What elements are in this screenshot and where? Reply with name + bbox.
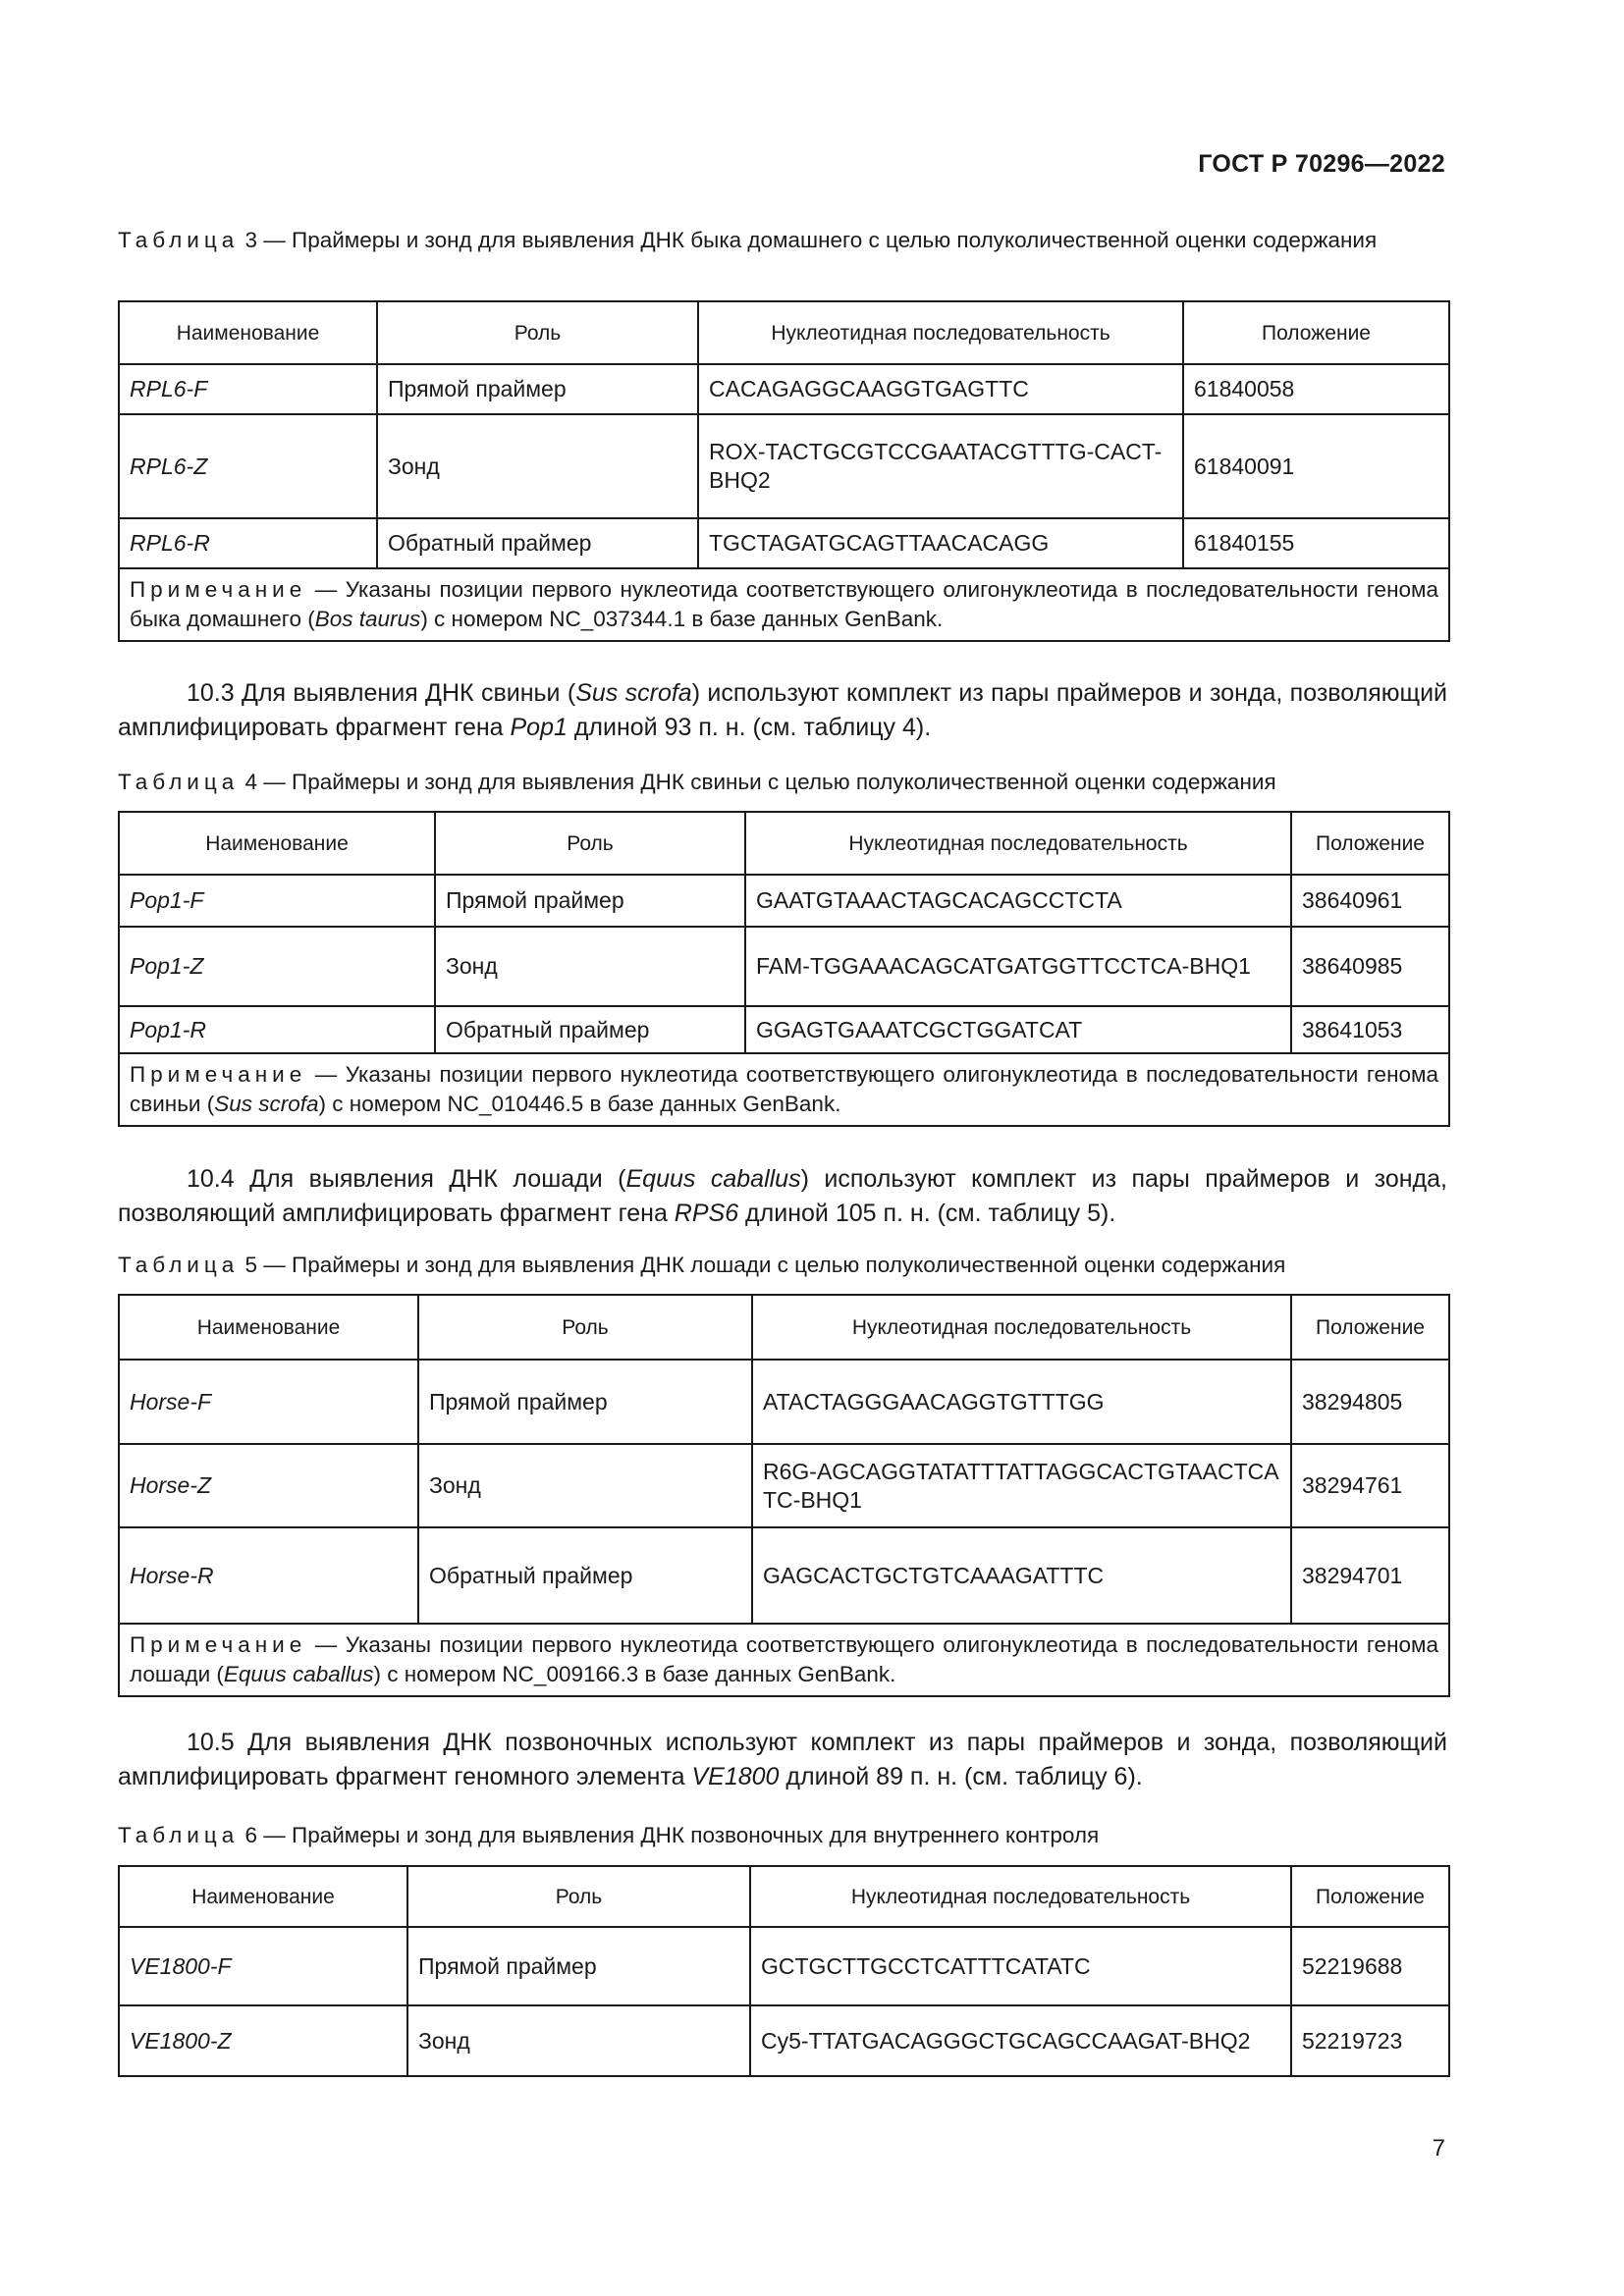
primer-role: Зонд	[407, 2005, 750, 2076]
column-header-sequence: Нуклеотидная последовательность	[752, 1295, 1291, 1360]
primer-position: 38641053	[1291, 1006, 1449, 1053]
column-header-position: Положение	[1291, 1295, 1449, 1360]
primer-name: RPL6-F	[119, 364, 377, 414]
primer-sequence: R6G-AGCAGGTATATTTATTAGGCACTGTAACTCATC-BHQ1	[752, 1444, 1291, 1527]
table-5-caption-text: 5 — Праймеры и зонд для выявления ДНК лошади с целью полуколичественной оценки содержания	[244, 1253, 1286, 1277]
table-3-caption	[118, 226, 1447, 255]
primer-role: Прямой праймер	[407, 1927, 750, 2005]
note-text-end: ) с номером NC_009166.3 в базе данных GenBank.	[373, 1662, 896, 1686]
note-label: Примечание	[130, 1062, 307, 1087]
primer-position: 52219723	[1291, 2005, 1449, 2076]
primer-sequence: TGCTAGATGCAGTTAACACAGG	[698, 518, 1183, 568]
paragraph-text: длиной 93 п. н. (см. таблицу 4).	[567, 714, 932, 741]
page-number: 7	[1432, 2135, 1445, 2162]
primer-name: VE1800-F	[119, 1927, 407, 2005]
table-4	[118, 811, 1450, 1127]
paragraph-text: длиной 105 п. н. (см. таблицу 5).	[738, 1200, 1116, 1227]
primer-name: Pop1-F	[119, 875, 435, 927]
table-6-caption-text: 6 — Праймеры и зонд для выявления ДНК позвоночных для внутреннего контроля	[244, 1823, 1100, 1847]
table-note	[119, 1624, 1449, 1696]
note-label: Примечание	[130, 577, 307, 602]
primer-sequence: Cy5-TTATGACAGGGCTGCAGCCAAGAT-BHQ2	[750, 2005, 1291, 2076]
primer-sequence: ATACTAGGGAACAGGTGTTTGG	[752, 1360, 1291, 1444]
primer-sequence: FAM-TGGAAACAGCATGATGGTTCCTCA-BHQ1	[745, 927, 1291, 1006]
note-text: — Указаны позиции первого нуклеотида соответствующего олигонуклеотида в последовательности генома быка домашнего (	[130, 577, 1438, 631]
paragraph-italic: VE1800	[691, 1763, 780, 1790]
table-note-row	[119, 1053, 1449, 1126]
paragraph-10-3	[118, 676, 1447, 745]
primer-position: 38294701	[1291, 1527, 1449, 1624]
paragraph-text: ) используют комплект из пары праймеров и зонда, позволяющий амплифицировать фрагмент гена	[118, 679, 1448, 741]
column-header-sequence: Нуклеотидная последовательность	[745, 812, 1291, 875]
primer-position: 61840155	[1183, 518, 1449, 568]
column-header-name: Наименование	[119, 1295, 418, 1360]
table-6-caption-label: Таблица	[118, 1823, 240, 1847]
column-header-name: Наименование	[119, 301, 377, 364]
primer-sequence: GCTGCTTGCCTCATTTCATATC	[750, 1927, 1291, 2005]
primer-role: Прямой праймер	[418, 1360, 752, 1444]
primer-name: Pop1-R	[119, 1006, 435, 1053]
paragraph-10-5	[118, 1726, 1447, 1794]
paragraph-text: 10.4 Для выявления ДНК лошади (	[187, 1165, 626, 1193]
primer-position: 61840091	[1183, 414, 1449, 518]
primer-name: Horse-F	[119, 1360, 418, 1444]
note-label: Примечание	[130, 1632, 307, 1657]
paragraph-italic: Pop1	[510, 714, 568, 741]
table-row	[119, 414, 1449, 518]
paragraph-italic: Equus caballus	[625, 1165, 801, 1193]
primer-role: Зонд	[435, 927, 745, 1006]
primer-role: Зонд	[377, 414, 698, 518]
table-note	[119, 1053, 1449, 1126]
column-header-role: Роль	[407, 1866, 750, 1927]
primer-position: 38294761	[1291, 1444, 1449, 1527]
primer-sequence: ROX-TACTGCGTCCGAATACGTTTG-CACT-BHQ2	[698, 414, 1183, 518]
column-header-position: Положение	[1291, 812, 1449, 875]
paragraph-italic: RPS6	[674, 1200, 739, 1227]
table-row	[119, 2005, 1449, 2076]
table-row	[119, 1527, 1449, 1624]
primer-role: Прямой праймер	[435, 875, 745, 927]
table-4-caption-label: Таблица	[118, 770, 240, 794]
table-6-caption	[118, 1821, 1447, 1850]
primer-role: Обратный праймер	[377, 518, 698, 568]
note-text: — Указаны позиции первого нуклеотида соответствующего олигонуклеотида в последовательности генома лошади (	[130, 1632, 1438, 1686]
table-row	[119, 875, 1449, 927]
table-4-caption	[118, 768, 1447, 797]
table-header-row	[119, 812, 1449, 875]
primer-role: Зонд	[418, 1444, 752, 1527]
primer-name: VE1800-Z	[119, 2005, 407, 2076]
document-header: ГОСТ Р 70296—2022	[1198, 150, 1445, 178]
primer-name: Pop1-Z	[119, 927, 435, 1006]
table-4-caption-text: 4 — Праймеры и зонд для выявления ДНК свиньи с целью полуколичественной оценки содержания	[244, 770, 1276, 794]
paragraph-text: длиной 89 п. н. (см. таблицу 6).	[779, 1763, 1143, 1790]
table-row	[119, 1927, 1449, 2005]
table-header-row	[119, 301, 1449, 364]
column-header-name: Наименование	[119, 812, 435, 875]
note-species: Bos taurus	[314, 607, 421, 631]
primer-name: Horse-R	[119, 1527, 418, 1624]
column-header-role: Роль	[435, 812, 745, 875]
primer-position: 38640961	[1291, 875, 1449, 927]
column-header-role: Роль	[377, 301, 698, 364]
primer-sequence: GAATGTAAACTAGCACAGCCTCTA	[745, 875, 1291, 927]
table-5-caption	[118, 1251, 1447, 1280]
column-header-role: Роль	[418, 1295, 752, 1360]
primer-position: 38294805	[1291, 1360, 1449, 1444]
primer-position: 61840058	[1183, 364, 1449, 414]
note-text: — Указаны позиции первого нуклеотида соответствующего олигонуклеотида в последовательности генома свиньи (	[130, 1062, 1438, 1116]
column-header-position: Положение	[1291, 1866, 1449, 1927]
table-3	[118, 300, 1450, 642]
table-header-row	[119, 1295, 1449, 1360]
primer-role: Обратный праймер	[418, 1527, 752, 1624]
primer-role: Прямой праймер	[377, 364, 698, 414]
paragraph-10-4	[118, 1162, 1447, 1231]
table-5-caption-label: Таблица	[118, 1253, 240, 1277]
table-row	[119, 1360, 1449, 1444]
paragraph-italic: Sus scrofa	[575, 679, 692, 707]
column-header-name: Наименование	[119, 1866, 407, 1927]
table-row	[119, 518, 1449, 568]
note-text-end: ) с номером NC_010446.5 в базе данных GenBank.	[318, 1092, 841, 1116]
table-row	[119, 364, 1449, 414]
primer-name: Horse-Z	[119, 1444, 418, 1527]
table-3-caption-label: Таблица	[118, 228, 240, 252]
table-note-row	[119, 1624, 1449, 1696]
primer-position: 52219688	[1291, 1927, 1449, 2005]
paragraph-text: ) используют комплект из пары праймеров и зонда, позволяющий амплифицировать фрагмент гена	[118, 1165, 1447, 1227]
column-header-sequence: Нуклеотидная последовательность	[750, 1866, 1291, 1927]
primer-name: RPL6-R	[119, 518, 377, 568]
primer-sequence: GAGCACTGCTGTCAAAGATTTC	[752, 1527, 1291, 1624]
table-note	[119, 568, 1449, 641]
column-header-position: Положение	[1183, 301, 1449, 364]
table-3-caption-text: 3 — Праймеры и зонд для выявления ДНК быка домашнего с целью полуколичественной оценки содержания	[244, 228, 1378, 252]
primer-position: 38640985	[1291, 927, 1449, 1006]
table-row	[119, 1006, 1449, 1053]
primer-sequence: GGAGTGAAATCGCTGGATCAT	[745, 1006, 1291, 1053]
paragraph-text: 10.3 Для выявления ДНК свиньи (	[187, 679, 576, 707]
primer-sequence: CACAGAGGCAAGGTGAGTTC	[698, 364, 1183, 414]
table-header-row	[119, 1866, 1449, 1927]
table-row	[119, 1444, 1449, 1527]
column-header-sequence: Нуклеотидная последовательность	[698, 301, 1183, 364]
note-text-end: ) с номером NC_037344.1 в базе данных GenBank.	[420, 607, 944, 631]
note-species: Equus caballus	[223, 1662, 374, 1686]
note-species: Sus scrofa	[214, 1092, 319, 1116]
primer-name: RPL6-Z	[119, 414, 377, 518]
primer-role: Обратный праймер	[435, 1006, 745, 1053]
table-row	[119, 927, 1449, 1006]
table-5	[118, 1294, 1450, 1697]
paragraph-text: 10.5 Для выявления ДНК позвоночных используют комплект из пары праймеров и зонда, позволяющий амплифицировать фрагмент геномного элемента	[118, 1729, 1447, 1790]
table-6	[118, 1865, 1450, 2077]
table-note-row	[119, 568, 1449, 641]
